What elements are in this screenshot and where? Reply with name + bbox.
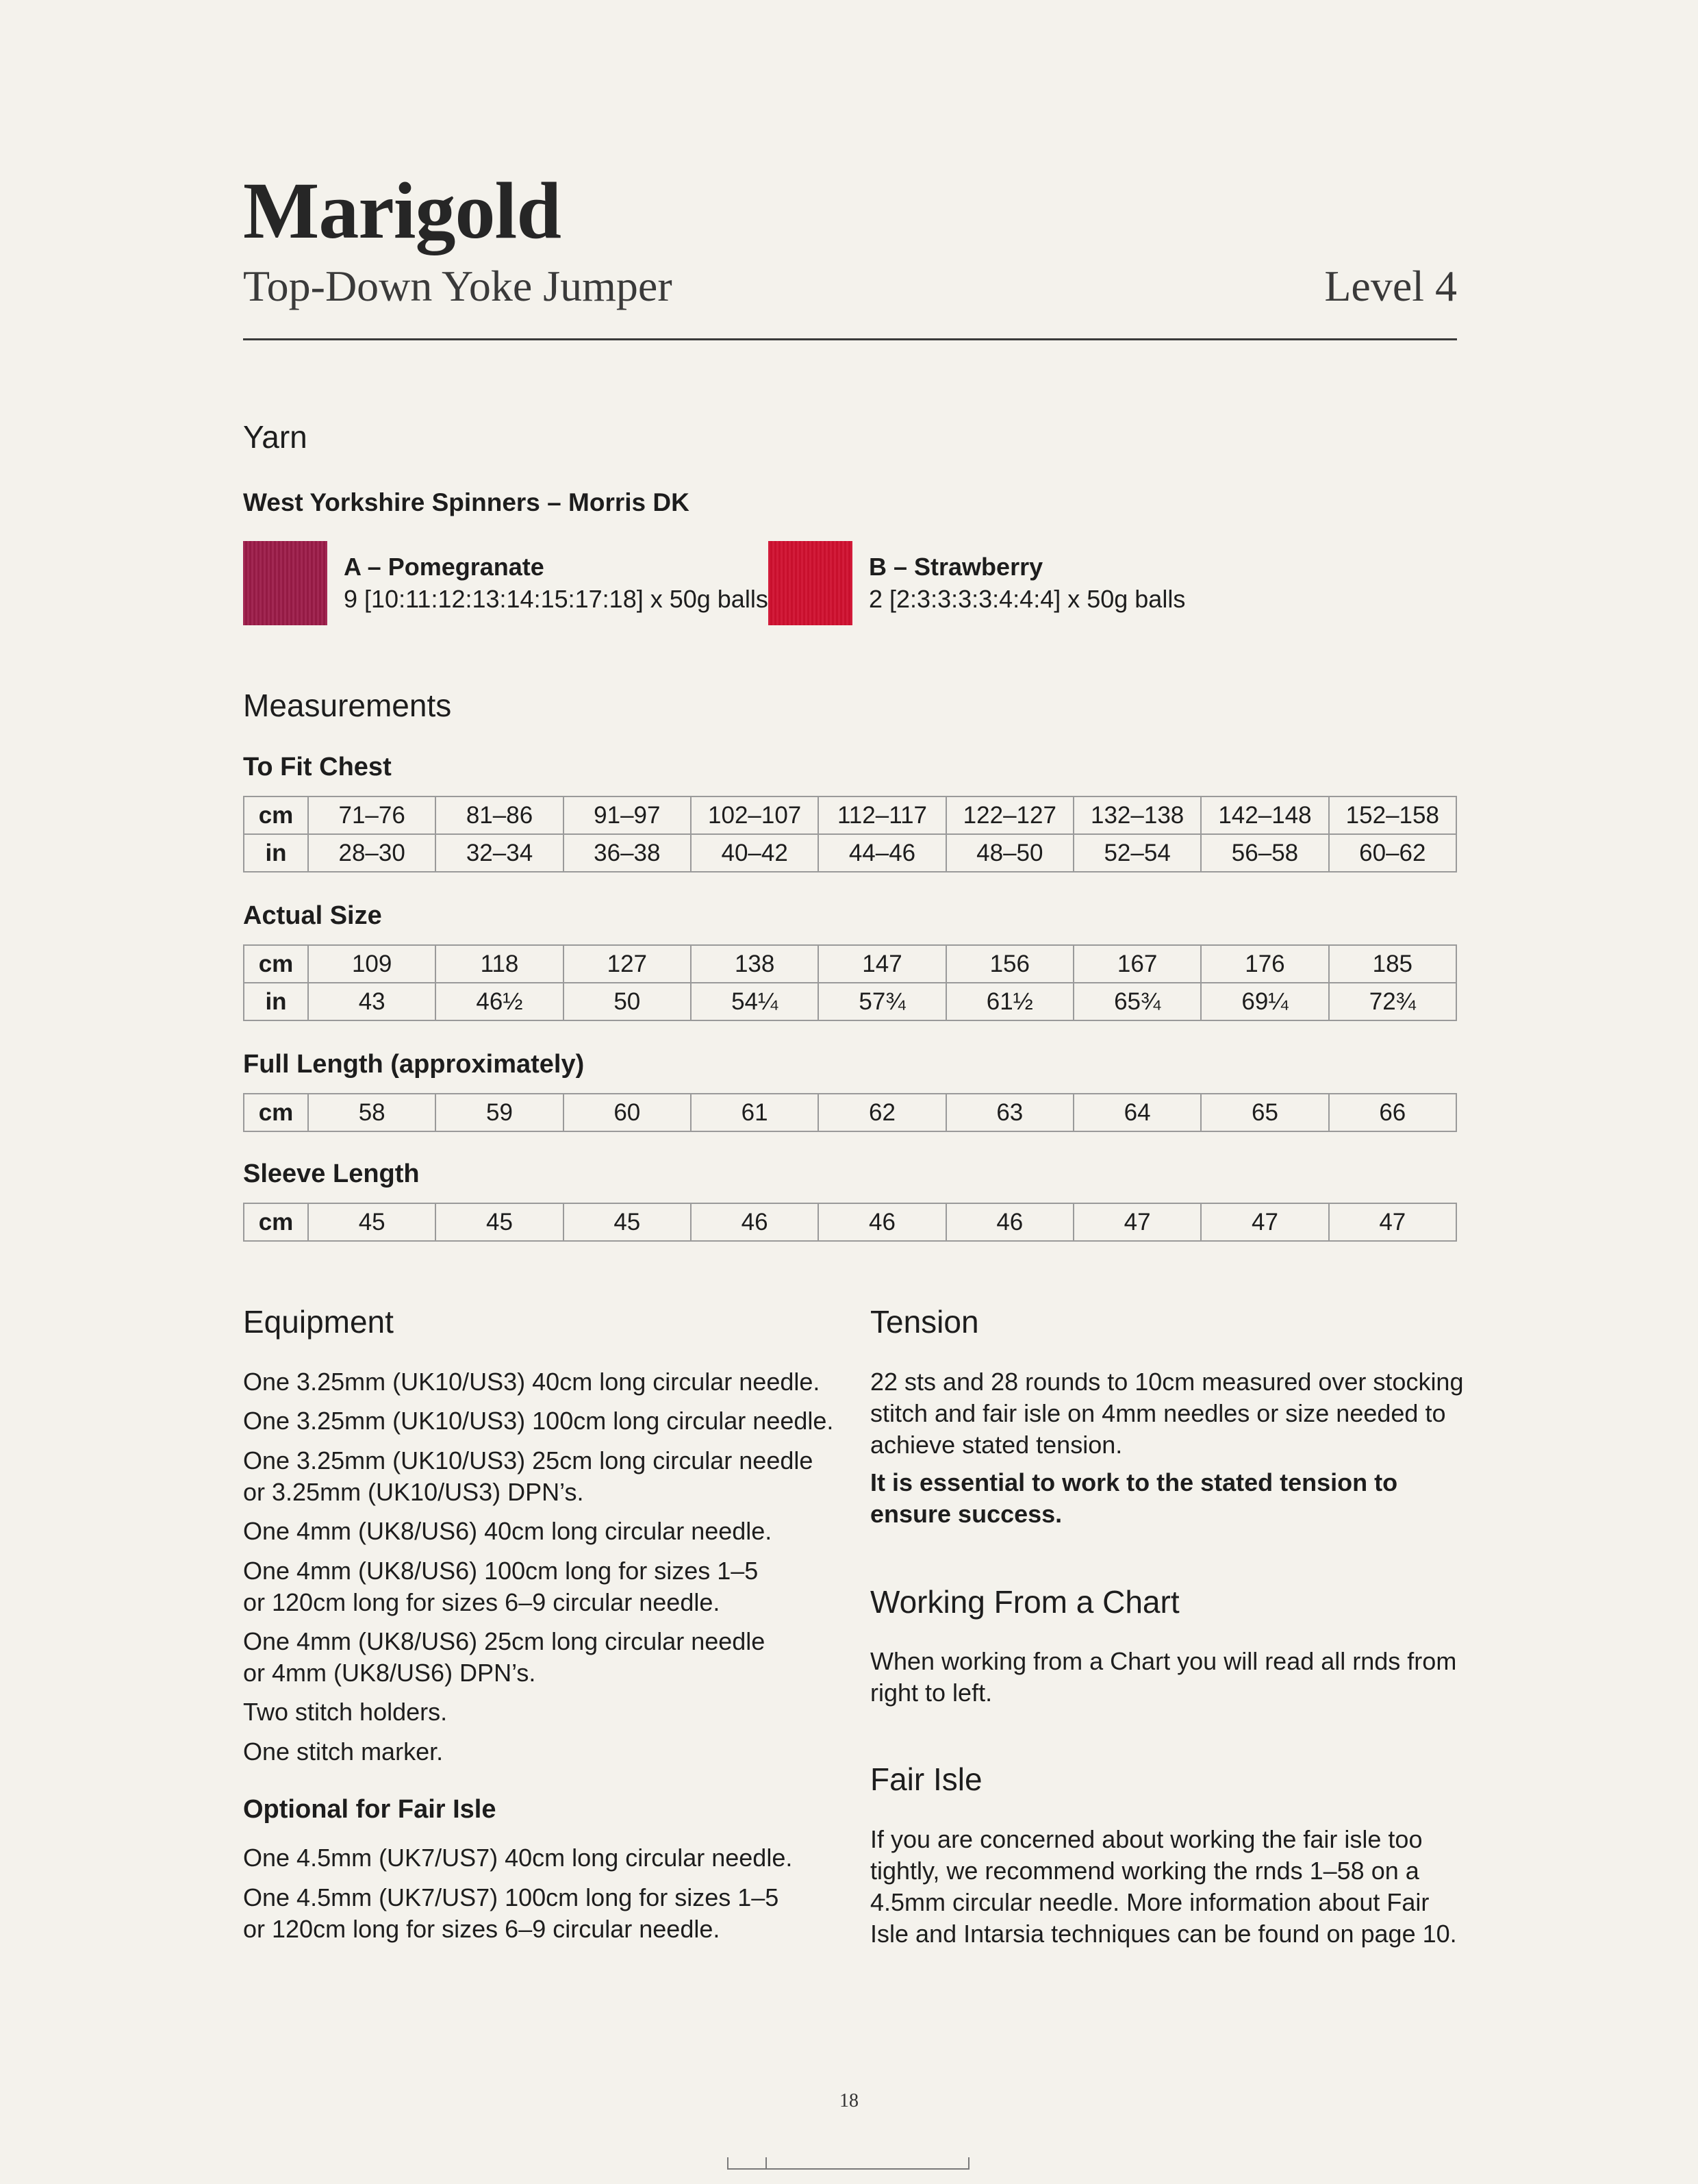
equipment-item: One 4mm (UK8/US6) 100cm long for sizes 1–5 or 120cm long for sizes 6–9 circular needle.: [243, 1557, 759, 1616]
footer-tick: [968, 2157, 970, 2168]
optional-fair-isle-heading: Optional for Fair Isle: [243, 1795, 496, 1824]
pattern-subtitle: Top-Down Yoke Jumper: [243, 262, 672, 310]
size-value-cell: 69¼: [1201, 983, 1328, 1020]
header-divider: [243, 338, 1457, 340]
size-value-cell: 46½: [435, 983, 563, 1020]
size-value-cell: 72¾: [1329, 983, 1456, 1020]
tension-note: It is essential to work to the stated tension to ensure success.: [870, 1468, 1398, 1528]
table-row: [244, 1203, 1456, 1241]
size-value-cell: 64: [1074, 1094, 1201, 1131]
size-value-cell: 59: [435, 1094, 563, 1131]
unit-cell: cm: [244, 945, 308, 983]
full-length-table: [243, 1093, 1457, 1132]
size-value-cell: 142–148: [1201, 796, 1328, 834]
size-value-cell: 45: [563, 1203, 691, 1241]
size-value-cell: 43: [308, 983, 435, 1020]
size-value-cell: 60–62: [1329, 834, 1456, 872]
unit-cell: cm: [244, 1203, 308, 1241]
footer-tick: [727, 2157, 728, 2168]
size-value-cell: 32–34: [435, 834, 563, 872]
size-value-cell: 132–138: [1074, 796, 1201, 834]
difficulty-level: Level 4: [1324, 262, 1457, 310]
size-value-cell: 127: [563, 945, 691, 983]
size-value-cell: 118: [435, 945, 563, 983]
tension-text: 22 sts and 28 rounds to 10cm measured over stocking stitch and fair isle on 4mm needles or size needed to achieve stated tension.: [870, 1368, 1464, 1459]
table-row: [244, 796, 1456, 834]
to-fit-chest-table: [243, 796, 1457, 873]
equipment-item: Two stitch holders.: [243, 1698, 448, 1726]
chart-text: When working from a Chart you will read all rnds from right to left.: [870, 1647, 1457, 1707]
size-value-cell: 47: [1074, 1203, 1201, 1241]
yarn-heading: Yarn: [243, 419, 307, 455]
equipment-item: One 4mm (UK8/US6) 40cm long circular needle.: [243, 1517, 772, 1545]
size-value-cell: 46: [691, 1203, 818, 1241]
equipment-item: One 4mm (UK8/US6) 25cm long circular needle or 4mm (UK8/US6) DPN’s.: [243, 1627, 765, 1687]
size-value-cell: 109: [308, 945, 435, 983]
size-value-cell: 61: [691, 1094, 818, 1131]
size-value-cell: 65¾: [1074, 983, 1201, 1020]
size-value-cell: 58: [308, 1094, 435, 1131]
actual-size-table: [243, 944, 1457, 1021]
tension-heading: Tension: [870, 1304, 979, 1340]
unit-cell: in: [244, 834, 308, 872]
size-value-cell: 138: [691, 945, 818, 983]
optional-equipment-item: One 4.5mm (UK7/US7) 40cm long circular needle.: [243, 1844, 793, 1872]
actual-size-label: Actual Size: [243, 901, 382, 930]
equipment-item: One stitch marker.: [243, 1737, 444, 1766]
fair-isle-heading: Fair Isle: [870, 1761, 983, 1797]
unit-cell: in: [244, 983, 308, 1020]
size-value-cell: 46: [946, 1203, 1074, 1241]
sleeve-length-label: Sleeve Length: [243, 1159, 420, 1188]
unit-cell: cm: [244, 1094, 308, 1131]
size-value-cell: 156: [946, 945, 1074, 983]
size-value-cell: 71–76: [308, 796, 435, 834]
yarn-brand: West Yorkshire Spinners – Morris DK: [243, 488, 689, 516]
size-value-cell: 102–107: [691, 796, 818, 834]
size-value-cell: 63: [946, 1094, 1074, 1131]
yarn-color-a-name: A – Pomegranate: [344, 553, 544, 581]
size-value-cell: 36–38: [563, 834, 691, 872]
size-value-cell: 60: [563, 1094, 691, 1131]
measurements-heading: Measurements: [243, 688, 452, 723]
footer-rule: [727, 2168, 970, 2170]
to-fit-chest-label: To Fit Chest: [243, 753, 392, 781]
sleeve-length-table: [243, 1203, 1457, 1242]
yarn-color-b-name: B – Strawberry: [869, 553, 1043, 581]
size-value-cell: 56–58: [1201, 834, 1328, 872]
size-value-cell: 28–30: [308, 834, 435, 872]
size-value-cell: 152–158: [1329, 796, 1456, 834]
table-row: [244, 983, 1456, 1020]
size-value-cell: 176: [1201, 945, 1328, 983]
page-number: 18: [839, 2090, 859, 2111]
size-value-cell: 62: [818, 1094, 946, 1131]
yarn-swatch-a: [243, 541, 327, 625]
unit-cell: cm: [244, 796, 308, 834]
size-value-cell: 44–46: [818, 834, 946, 872]
size-value-cell: 52–54: [1074, 834, 1201, 872]
size-value-cell: 61½: [946, 983, 1074, 1020]
full-length-label: Full Length (approximately): [243, 1050, 585, 1079]
size-value-cell: 46: [818, 1203, 946, 1241]
equipment-item: One 3.25mm (UK10/US3) 100cm long circular needle.: [243, 1407, 834, 1435]
size-value-cell: 57¾: [818, 983, 946, 1020]
size-value-cell: 45: [308, 1203, 435, 1241]
size-value-cell: 167: [1074, 945, 1201, 983]
pattern-title: Marigold: [243, 166, 561, 255]
size-value-cell: 48–50: [946, 834, 1074, 872]
size-value-cell: 47: [1329, 1203, 1456, 1241]
table-row: [244, 945, 1456, 983]
chart-heading: Working From a Chart: [870, 1584, 1180, 1620]
size-value-cell: 81–86: [435, 796, 563, 834]
size-value-cell: 54¼: [691, 983, 818, 1020]
optional-equipment-item: One 4.5mm (UK7/US7) 100cm long for sizes 1–5 or 120cm long for sizes 6–9 circular needle.: [243, 1883, 779, 1943]
fair-isle-text: If you are concerned about working the fair isle too tightly, we recommend working the rnds 1–58 on a 4.5mm circular needle. More information about Fair Isle and Intarsia techniques can be found on page 10.: [870, 1825, 1457, 1948]
table-row: [244, 834, 1456, 872]
size-value-cell: 47: [1201, 1203, 1328, 1241]
size-value-cell: 40–42: [691, 834, 818, 872]
size-value-cell: 65: [1201, 1094, 1328, 1131]
yarn-swatch-b: [768, 541, 852, 625]
size-value-cell: 91–97: [563, 796, 691, 834]
size-value-cell: 50: [563, 983, 691, 1020]
equipment-item: One 3.25mm (UK10/US3) 25cm long circular needle or 3.25mm (UK10/US3) DPN’s.: [243, 1446, 813, 1506]
equipment-item: One 3.25mm (UK10/US3) 40cm long circular needle.: [243, 1368, 820, 1396]
footer-tick: [765, 2157, 767, 2168]
yarn-color-a-quantity: 9 [10:11:12:13:14:15:17:18] x 50g balls: [344, 585, 768, 613]
size-value-cell: 112–117: [818, 796, 946, 834]
size-value-cell: 147: [818, 945, 946, 983]
size-value-cell: 66: [1329, 1094, 1456, 1131]
size-value-cell: 122–127: [946, 796, 1074, 834]
equipment-heading: Equipment: [243, 1304, 394, 1340]
table-row: [244, 1094, 1456, 1131]
yarn-color-b-quantity: 2 [2:3:3:3:3:4:4:4] x 50g balls: [869, 585, 1186, 613]
size-value-cell: 45: [435, 1203, 563, 1241]
size-value-cell: 185: [1329, 945, 1456, 983]
